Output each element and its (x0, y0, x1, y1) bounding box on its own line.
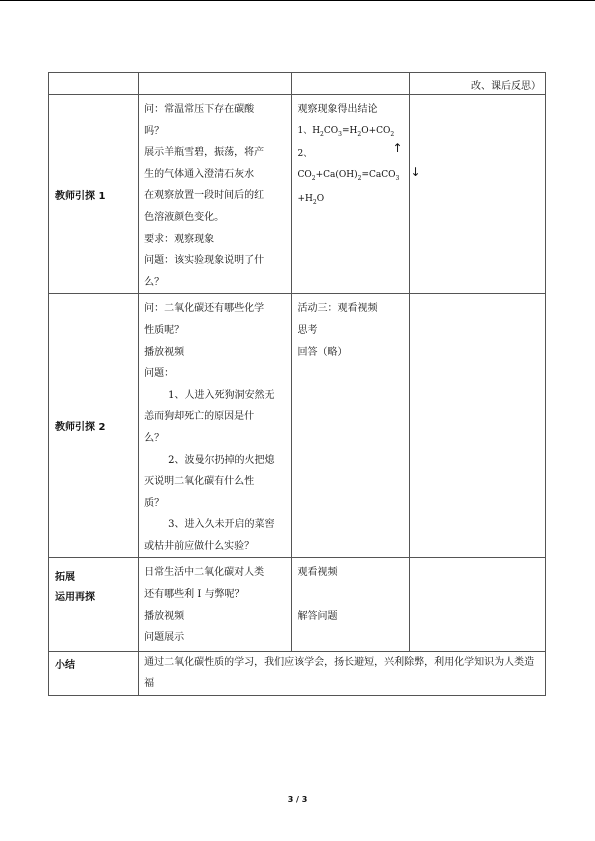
text-line: 播放视频 (144, 610, 185, 622)
table-row (49, 652, 546, 696)
teacher-activity (139, 558, 292, 652)
header-cell-3 (292, 73, 409, 95)
teacher-activity (139, 294, 292, 558)
text-line: 观看视频 (297, 567, 338, 579)
student-activity (292, 558, 409, 652)
text-line: 问题：该实验现象说明了什 (144, 255, 265, 267)
text-line: 播放视频 (144, 346, 185, 358)
reflection-cell (409, 95, 545, 294)
text-line: 还有哪些利 I 与弊呢？ (144, 589, 245, 601)
text-line: 在观察放置一段时间后的红 (144, 190, 265, 202)
table-row (49, 95, 546, 294)
lesson-plan-table (48, 72, 546, 696)
precipitate-arrow-down-icon: ↓ (410, 165, 421, 179)
text-line: 恙而狗却死亡的原因是什 (144, 411, 255, 423)
teacher-activity (139, 95, 292, 294)
student-activity (292, 294, 409, 558)
text-line: 么？ (144, 276, 165, 288)
row-label: 教师引探 2 (49, 294, 139, 558)
text-line: 色溶液颜色变化。 (144, 211, 225, 223)
text-line: 灭说明二氧化碳有什么性 (144, 476, 255, 488)
text-line: 或枯井前应做什么实验？ (144, 540, 255, 552)
header-cell-1 (49, 73, 139, 95)
page-number: 3 / 3 (287, 795, 308, 804)
text-line: 解答问题 (297, 610, 338, 622)
text-line: 问：二氧化碳还有哪些化学 (144, 303, 265, 315)
question-item: 3、进入久未开启的菜窖 (168, 519, 275, 531)
equation-2-continued: $+H_2O$ (297, 194, 325, 206)
table-header-row (49, 73, 546, 95)
student-title: 观察现象得出结论 (297, 104, 378, 115)
row-label: 教师引探 1 (49, 95, 139, 294)
text-line: 回答（略） (297, 346, 348, 358)
question-item: 1、人进入死狗洞安然无 (168, 389, 275, 401)
top-rule (0, 0, 595, 1)
text-line: 问题： (144, 368, 175, 380)
row-label: 小结 (49, 652, 139, 696)
gas-arrow-up-icon: ↑ (392, 141, 403, 155)
question-item: 2、波曼尔扔掉的火把熄 (168, 454, 275, 466)
text-line: 生的气体通入澄清石灰水 (144, 168, 255, 180)
text-line: 要求：观察现象 (144, 233, 215, 245)
equation-1: 1、$H_2CO_3=H_2O+CO_2$ (297, 125, 395, 138)
equation-2: 2、$CO_2+Ca(OH)_2=CaCO_3$ (297, 149, 400, 183)
header-cell-reflection: 改、课后反思） (409, 73, 545, 95)
text-line (297, 584, 403, 606)
text-line: 问：常温常压下存在碳酸 (144, 104, 255, 115)
header-cell-2 (139, 73, 292, 95)
student-activity (292, 95, 421, 294)
text-line: 活动三：观看视频 (297, 303, 378, 315)
text-line: 质？ (144, 497, 165, 509)
table-row (49, 558, 546, 652)
text-line: 问题展示 (144, 632, 185, 644)
row-label-line: 拓展 (55, 572, 75, 584)
text-line: 日常生活中二氧化碳对人类 (144, 567, 265, 579)
text-line: 么？ (144, 432, 165, 444)
reflection-cell (409, 294, 545, 558)
text-line: 展示羊瓶雪碧，振荡，将产 (144, 147, 265, 159)
summary-text: 通过二氧化碳性质的学习，我们应该学会，扬长避短，兴利除弊，利用化学知识为人类造福 (139, 652, 546, 696)
row-label-line: 运用再探 (55, 592, 95, 604)
row-label (49, 558, 139, 652)
text-line: 性质呢？ (144, 324, 185, 336)
table-row (49, 294, 546, 558)
text-line: 吗？ (144, 125, 165, 137)
text-line: 思考 (297, 324, 318, 336)
reflection-cell (409, 558, 545, 652)
